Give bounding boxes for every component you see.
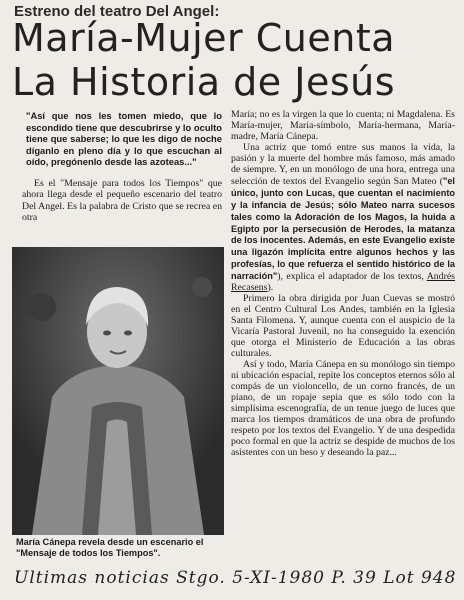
actress-photo <box>12 247 224 535</box>
right-paragraph-2 <box>231 143 455 294</box>
actress-photo-image <box>12 247 224 535</box>
right-paragraph-1: María; no es la virgen la que lo cuenta; ni Magdalena. Es María-mujer, María-símbolo, María-hermana, María-madre, María Cánepa. <box>231 109 455 142</box>
right-paragraph-2-intro: Una actriz que tomó entre sus manos la vida, la pasión y la muerte del hombre más famoso, más amado de siempre. Y, en un monólogo de una hora, entrega una selección de textos del Evangelio según San Mateo ( <box>231 141 455 187</box>
headline-line-2: La Historia de Jesús <box>12 60 396 104</box>
right-paragraph-2-attribution: ), explica el adaptador de los textos, <box>277 271 427 283</box>
article-headline <box>12 16 457 104</box>
pull-quote: "Así que nos les tomen miedo, que lo escondido tiene que descubrirse y lo oculto tiene que saberse; lo que les digo de noche díganlo en pleno día y lo que escuchan al oído, pregónenlo desde las azoteas..." <box>26 110 222 168</box>
left-paragraph: Es el "Mensaje para todos los Tiempos" que ahora llega desde el pequeño escenario del teatro Del Angel. Es la palabra de Cristo que se recrea en otra <box>22 177 222 224</box>
right-paragraph-3: Primero la obra dirigida por Juan Cuevas se mostró en el Centro Cultural Los Andes, también en la Iglesia Santa Filomena. Y, aunque cuenta con el auspicio de la Vicaría Pastoral Juvenil, no ha conseguido la exención que otorga el Ministerio de Educación a las obras culturales. <box>231 293 455 360</box>
right-column <box>231 110 455 459</box>
headline-line-1: María-Mujer Cuenta <box>12 16 396 60</box>
right-paragraph-2-close: ). <box>267 282 274 294</box>
handwritten-source-note: Ultimas noticias Stgo. 5-XI-1980 P. 39 Lot 948 <box>14 568 457 588</box>
right-paragraph-2-quote: "el único, junto con Lucas, que cuentan el nacimiento y la infancia de Jesús; sólo Mateo narra sucesos tales como la Adoración de los Magos, la huida a Egipto por la persecusión de Herodes, la matanza de los inocentes. Además, en este Evangelio existe una ligazón implícita entre algunos hechos y las profesías, lo que refuerza el sentido histórico de la narración" <box>231 175 455 282</box>
left-column <box>22 110 222 224</box>
article-kicker: Estreno del teatro Del Angel: <box>14 3 220 20</box>
photo-caption: María Cánepa revela desde un escenario el "Mensaje de todos los Tiempos". <box>16 537 204 558</box>
right-paragraph-4: Así y todo, María Cánepa en su monólogo sin tiempo ni ubicación espacial, repite los conceptos eternos sólo al compás de un violoncello, de un corno francés, de un piano, de un ropaje sepia que es sólo todo con la simplísima escenografía, de un tenue juego de luces que marca los tiempos dramáticos de una obra de profundo respeto por los textos del Evangelio. Y de una despedida poco formal en que la actriz se despide de muchos de los asistentes con un beso y deseando la paz... <box>231 358 455 458</box>
adapter-name: Andrés Recasens <box>231 271 455 294</box>
